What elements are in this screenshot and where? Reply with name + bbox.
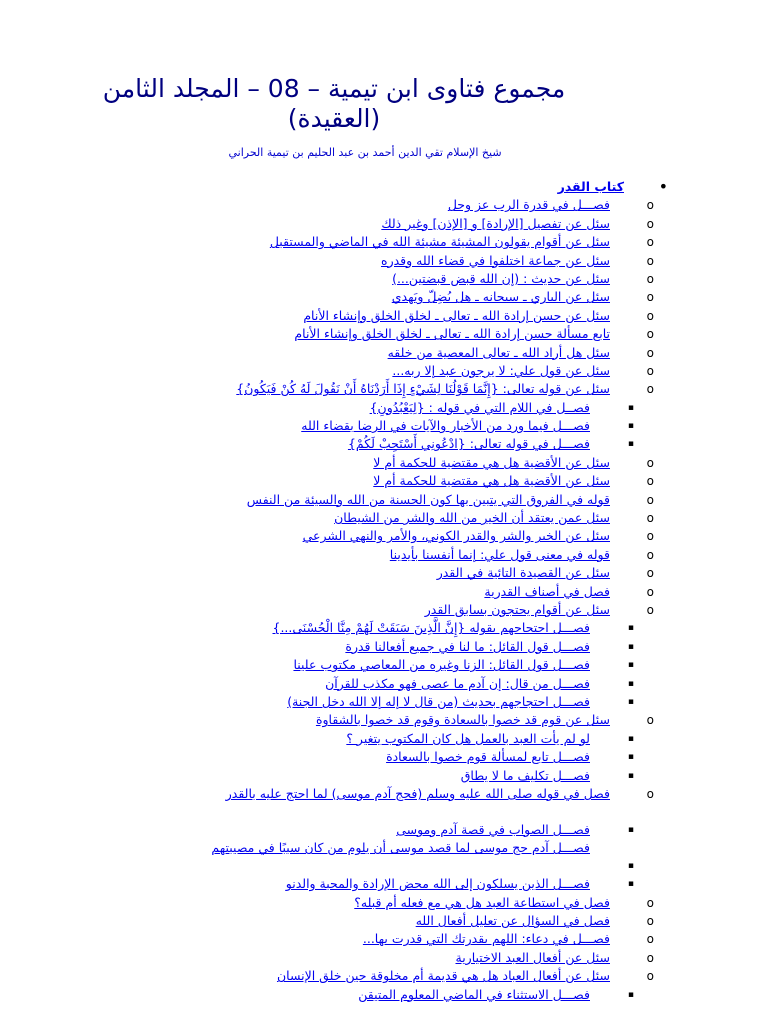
toc-item <box>40 949 668 967</box>
bullet-square-icon: ▪ <box>627 623 634 634</box>
toc-item <box>40 380 668 398</box>
bullet-circle-icon: o <box>646 511 654 526</box>
bullet-circle-icon: o <box>646 786 654 801</box>
toc-subitem <box>40 875 668 893</box>
toc-link[interactable]: سئل عن قوله تعالى: {إِنَّمَا قَوْلُنَا لِشَيْءٍ إِذَا أَرَدْنَاهُ أَنْ نَقُولَ لَهُ كُنْ فَيَكُونُ} <box>236 381 610 397</box>
bullet-circle-icon: o <box>646 969 654 984</box>
bullet-circle-icon: o <box>646 382 654 397</box>
toc-link[interactable]: سئل عن الخير والشر والقدر الكوني، والأمر والنهي الشرعي <box>302 528 610 544</box>
toc-subitem <box>40 767 668 785</box>
toc-link[interactable]: فصل في استطاعة العبد هل هي مع فعله أم قبله؟ <box>354 894 610 910</box>
bullet-circle-icon: o <box>646 271 654 286</box>
bullet-square-icon: ▪ <box>627 824 634 835</box>
page-title: مجموع فتاوى ابن تيمية – 08 – المجلد الثامن <box>102 74 566 103</box>
toc-link[interactable]: سئل عن حسن إرادة الله ـ تعالى ـ لخلق الخلق وإنشاء الأنام <box>303 307 610 323</box>
toc-item <box>40 233 668 251</box>
bullet-circle-icon: o <box>646 932 654 947</box>
toc-link[interactable]: سئل عن حديث : (إن الله قبض قبضتين...) <box>392 270 610 286</box>
toc-sublink[interactable]: فصـــل قول القائل: ما لنا في جميع أفعالنا قدرة <box>345 638 590 654</box>
bullet-square-icon: ▪ <box>627 733 634 744</box>
bullet-square-icon: ▪ <box>627 439 634 450</box>
toc-link[interactable]: تابع مسألة حسن إرادة الله ـ تعالى ـ لخلق الخلق وإنشاء الأنام <box>294 326 610 342</box>
bullet-square-icon: ▪ <box>627 696 634 707</box>
bullet-square-icon: ▪ <box>627 660 634 671</box>
bullet-circle-icon: o <box>646 547 654 562</box>
bullet-square-icon: ▪ <box>627 752 634 763</box>
toc-link[interactable]: سئل عن جماعة اختلفوا في قضاء الله وقدره <box>381 252 610 268</box>
toc-sublink[interactable]: فصـــل احتجاجهم بقوله {إِنَّ الَّذِينَ سَبَقَتْ لَهُمْ مِنَّا الْحُسْنَى...} <box>272 620 590 636</box>
bullet-circle-icon: o <box>646 253 654 268</box>
toc-link[interactable]: قوله في الفروق التي يتبين بها كون الحسنة من الله والسيئة من النفس <box>246 491 610 507</box>
bullet-circle-icon: o <box>646 492 654 507</box>
bullet-circle-icon: o <box>646 602 654 617</box>
bullet-square-icon: ▪ <box>627 641 634 652</box>
toc-link[interactable]: فصـــل في قدرة الرب عز وجل <box>447 197 610 213</box>
toc-link[interactable]: سئل عن تفصيل [الإرادة] و [الإذن] وغير ذلك <box>381 215 610 231</box>
toc-item <box>40 930 668 948</box>
toc-link[interactable]: سئل عن أقوام يقولون المشيئة مشيئة الله في الماضي والمستقبل <box>269 234 610 250</box>
toc-link[interactable]: سئل عن قوم قد خصوا بالسعادة وقوم قد خصوا بالشقاوة <box>315 712 610 728</box>
toc-link[interactable]: سئل عن أفعال العباد هل هي قديمة أم مخلوقة حين خلق الإنسان <box>276 968 610 984</box>
toc-item <box>40 601 668 619</box>
toc-item <box>40 288 668 306</box>
toc-subitem <box>40 435 668 453</box>
toc-item <box>40 307 668 325</box>
bullet-circle-icon: o <box>646 290 654 305</box>
toc-link[interactable]: سئل عن قول علي: لا يرجون عبد إلا ربه... <box>392 362 610 378</box>
bullet-square-icon: ▪ <box>627 770 634 781</box>
toc-item <box>40 252 668 270</box>
toc-item <box>40 344 668 362</box>
toc-subitem <box>40 675 668 693</box>
toc-link[interactable]: قوله في معنى قول علي: إنما أنفسنا بأيدينا <box>389 546 610 562</box>
toc-item <box>40 362 668 380</box>
bullet-circle-icon: o <box>646 895 654 910</box>
toc-item <box>40 491 668 509</box>
bullet-square-icon: ▪ <box>627 678 634 689</box>
toc-subitem <box>40 839 668 875</box>
toc-subitem <box>40 693 668 711</box>
toc-item <box>40 270 668 288</box>
toc-item <box>40 583 668 601</box>
bullet-circle-icon: o <box>646 566 654 581</box>
toc-item <box>40 527 668 545</box>
toc-main-item <box>40 178 668 196</box>
bullet-circle-icon: o <box>646 950 654 965</box>
toc-subitem <box>40 399 668 417</box>
toc-subitem <box>40 638 668 656</box>
toc-link[interactable]: فصـــل في دعاء: اللهم بقدرتك التي قدرت بها... <box>362 931 610 947</box>
toc-subitem <box>40 619 668 637</box>
bullet-circle-icon: o <box>646 529 654 544</box>
toc-item <box>40 325 668 343</box>
bullet-circle-icon: o <box>646 474 654 489</box>
bullet-circle-icon: o <box>646 455 654 470</box>
toc-sublink[interactable]: فصـــل الصواب في قصة آدم وموسى <box>396 821 590 837</box>
toc-link[interactable]: فصل في أصناف القدرية <box>484 583 610 599</box>
bullet-square-icon: ▪ <box>627 989 634 1000</box>
bullet-disc-icon: • <box>658 177 668 196</box>
toc-subitem <box>40 748 668 766</box>
toc-link[interactable]: سئل عن أقوام يحتجون بسابق القدر <box>424 601 610 617</box>
bullet-circle-icon: o <box>646 216 654 231</box>
toc-item <box>40 509 668 527</box>
toc-subitem <box>40 656 668 674</box>
toc-link[interactable]: فصل في السؤال عن تعليل أفعال الله <box>415 913 610 929</box>
toc-sublink[interactable]: فصـــل تكليف ما لا يطاق <box>460 767 590 783</box>
toc-subitem <box>40 986 668 1004</box>
toc-link[interactable]: سئل عن الباري ـ سبحانه ـ هل يُضِلّ ويَهدي <box>391 289 610 305</box>
toc-sublink[interactable]: لو لم يأت العبد بالعمل هل كان المكتوب يتغير ؟ <box>346 730 590 746</box>
bullet-circle-icon: o <box>646 345 654 360</box>
toc-item <box>40 546 668 564</box>
toc-item <box>40 785 668 821</box>
toc-sublink[interactable]: فصـــل فيما ورد من الأخبار والآيات في الرضا بقضاء الله <box>301 418 590 434</box>
toc-item <box>40 564 668 582</box>
table-of-contents <box>40 178 668 1004</box>
title-block <box>60 74 608 134</box>
bullet-circle-icon: o <box>646 198 654 213</box>
toc-item <box>40 454 668 472</box>
toc-sublink[interactable]: فصـــل الذين يسلكون إلى الله محض الإرادة والمحبة والدنو <box>285 876 590 892</box>
toc-item <box>40 967 668 985</box>
bullet-circle-icon: o <box>646 363 654 378</box>
toc-subitem <box>40 821 668 839</box>
toc-link[interactable]: سئل عن الأقضية هل هي مقتضية للحكمة أم لا <box>373 454 610 470</box>
toc-sublink[interactable]: فصـــل قول القائل: الزنا وغيره من المعاصي مكتوب علينا <box>293 657 590 673</box>
bullet-square-icon: ▪ <box>627 402 634 413</box>
page-title-subtitle: (العقيدة) <box>287 104 381 133</box>
toc-subitem <box>40 417 668 435</box>
toc-link[interactable]: سئل عن أفعال العبد الاختيارية <box>455 949 610 965</box>
toc-link[interactable]: سئل عن الأقضية هل هي مقتضية للحكمة أم لا <box>373 473 610 489</box>
toc-link[interactable]: فصل في قوله صلى الله عليه وسلم (فحج آدم موسى) لما احتج عليه بالقدر <box>225 785 610 801</box>
toc-link-book-of-qadar[interactable]: كتاب القدر <box>557 179 624 194</box>
toc-sublink[interactable]: فصــل في اللام التي في قوله : {لِيَعْبُدُونِ} <box>369 399 590 415</box>
toc-sublink[interactable]: فصـــل تابع لمسألة قوم خصوا بالسعادة <box>386 749 590 765</box>
toc-item <box>40 196 668 214</box>
toc-link[interactable]: سئل عمن يعتقد أن الخير من الله والشر من الشيطان <box>334 510 610 526</box>
toc-item <box>40 215 668 233</box>
toc-link[interactable]: سئل عن القصيدة التائية في القدر <box>436 565 610 581</box>
bullet-square-icon: ▪ <box>627 879 634 890</box>
bullet-circle-icon: o <box>646 713 654 728</box>
bullet-circle-icon: o <box>646 914 654 929</box>
bullet-circle-icon: o <box>646 584 654 599</box>
toc-item <box>40 912 668 930</box>
author-line: شيخ الإسلام تقي الدين أحمد بن عبد الحليم بن تيمية الحراني <box>228 146 502 159</box>
bullet-circle-icon: o <box>646 327 654 342</box>
bullet-square-icon: ▪ <box>627 421 634 432</box>
toc-sublink[interactable]: فصـــل الاستثناء في الماضي المعلوم المتيقن <box>358 986 590 1002</box>
bullet-square-icon: ▪ <box>627 861 634 872</box>
toc-sublink[interactable]: فصـــل في قوله تعالى: {ادْعُونِي أَسْتَجِبْ لَكُمْ} <box>347 436 590 452</box>
toc-subitem <box>40 730 668 748</box>
toc-item <box>40 894 668 912</box>
toc-link[interactable]: سئل هل أراد الله ـ تعالى المعصية من خلقه <box>387 344 610 360</box>
toc-sublink[interactable]: فصـــل احتجاجهم بحديث (من قال لا إله إلا الله دخل الجنة) <box>287 693 590 709</box>
toc-item <box>40 472 668 490</box>
bullet-circle-icon: o <box>646 308 654 323</box>
toc-item <box>40 711 668 729</box>
toc-sublink[interactable]: فصـــل آدم حج موسى لما قصد موسى أن يلوم من كان سببًا في مصيبتهم <box>211 840 590 856</box>
toc-sublink[interactable]: فصـــل من قال: إن آدم ما عصى فهو مكذب للقرآن <box>325 675 590 691</box>
bullet-circle-icon: o <box>646 235 654 250</box>
